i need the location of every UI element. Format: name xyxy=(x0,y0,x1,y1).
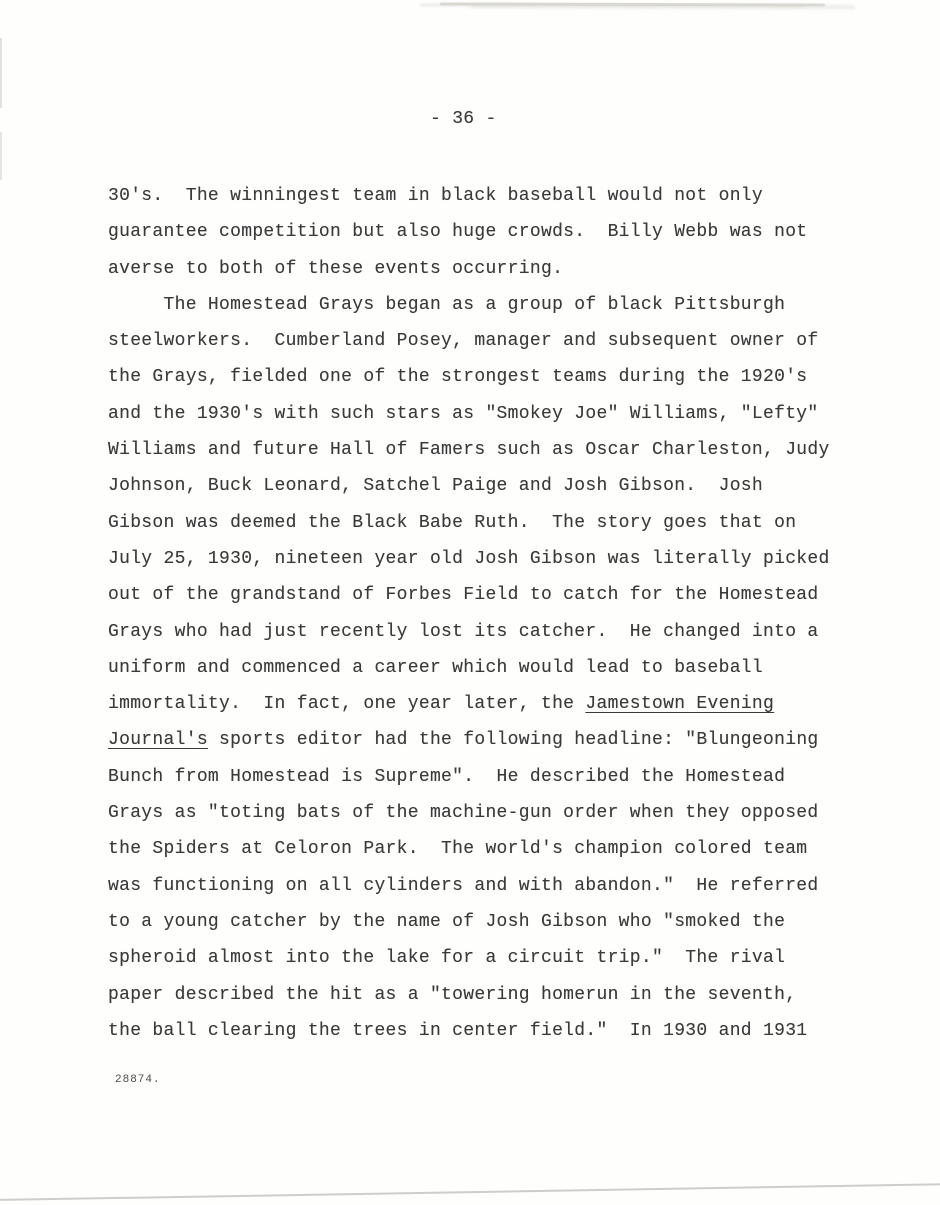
typewritten-line xyxy=(108,904,848,940)
typewritten-line xyxy=(108,650,848,686)
text-run: paper described the hit as a "towering homerun in the seventh, xyxy=(108,984,797,1005)
typewritten-line xyxy=(108,577,848,613)
typewritten-line xyxy=(108,432,848,468)
typewritten-line xyxy=(108,868,848,904)
typewritten-line xyxy=(108,468,848,504)
typewritten-line xyxy=(108,1013,848,1049)
scan-artifact-top-smudge xyxy=(440,2,825,6)
text-run: and the 1930's with such stars as "Smokey Joe" Williams, "Lefty" xyxy=(108,403,819,424)
document-body xyxy=(108,178,848,1049)
text-run: July 25, 1930, nineteen year old Josh Gibson was literally picked xyxy=(108,548,830,569)
typewritten-line xyxy=(108,323,848,359)
typewritten-line xyxy=(108,287,848,323)
typewritten-line xyxy=(108,541,848,577)
text-run: to a young catcher by the name of Josh Gibson who "smoked the xyxy=(108,911,786,932)
typewritten-line xyxy=(108,686,848,722)
text-run: Gibson was deemed the Black Babe Ruth. The story goes that on xyxy=(108,512,797,533)
text-run: immortality. In fact, one year later, the xyxy=(108,694,586,715)
text-run: The Homestead Grays began as a group of black Pittsburgh xyxy=(108,294,786,315)
text-run: uniform and commenced a career which would lead to baseball xyxy=(108,657,764,678)
text-run: Grays as "toting bats of the machine-gun order when they opposed xyxy=(108,803,819,824)
text-run: 30's. The winningest team in black baseball would not only xyxy=(108,186,764,206)
typewritten-line xyxy=(108,759,848,795)
typewritten-line xyxy=(108,977,848,1013)
text-run: Johnson, Buck Leonard, Satchel Paige and Josh Gibson. Josh xyxy=(108,476,764,497)
typewritten-line xyxy=(108,251,848,287)
footer-code: 28874. xyxy=(115,1074,161,1086)
typewritten-line xyxy=(108,214,848,250)
text-run: Bunch from Homestead is Supreme". He described the Homestead xyxy=(108,766,786,787)
text-run: sports editor had the following headline: "Blungeoning xyxy=(207,730,819,751)
page-number: - 36 - xyxy=(430,109,497,129)
underlined-publication-title: Jamestown Evening xyxy=(585,694,775,715)
typewritten-line xyxy=(108,940,848,976)
scan-artifact-paper-edge xyxy=(0,1183,940,1201)
typewritten-line xyxy=(108,359,848,395)
typewritten-line xyxy=(108,831,848,867)
text-run: the ball clearing the trees in center field." In 1930 and 1931 xyxy=(108,1020,808,1041)
text-run: Williams and future Hall of Famers such as Oscar Charleston, Judy xyxy=(108,440,830,461)
underlined-publication-title: Journal's xyxy=(108,730,208,751)
typewritten-line xyxy=(108,722,848,758)
typewritten-line xyxy=(108,614,848,650)
scan-artifact-left-edge xyxy=(0,38,2,108)
text-run: averse to both of these events occurring. xyxy=(108,258,564,279)
scan-artifact-left-edge xyxy=(0,132,2,180)
typewritten-line xyxy=(108,795,848,831)
typewritten-line xyxy=(108,396,848,432)
text-run: steelworkers. Cumberland Posey, manager and subsequent owner of xyxy=(108,331,819,352)
typewritten-line xyxy=(108,178,848,214)
text-run: Grays who had just recently lost its catcher. He changed into a xyxy=(108,621,819,642)
text-run: spheroid almost into the lake for a circuit trip." The rival xyxy=(108,948,786,969)
text-run: guarantee competition but also huge crowds. Billy Webb was not xyxy=(108,222,808,243)
text-run: the Grays, fielded one of the strongest teams during the 1920's xyxy=(108,367,808,388)
typewritten-line xyxy=(108,505,848,541)
text-run: out of the grandstand of Forbes Field to catch for the Homestead xyxy=(108,585,819,606)
text-run: the Spiders at Celoron Park. The world's champion colored team xyxy=(108,839,808,860)
text-run: was functioning on all cylinders and with abandon." He referred xyxy=(108,875,819,896)
